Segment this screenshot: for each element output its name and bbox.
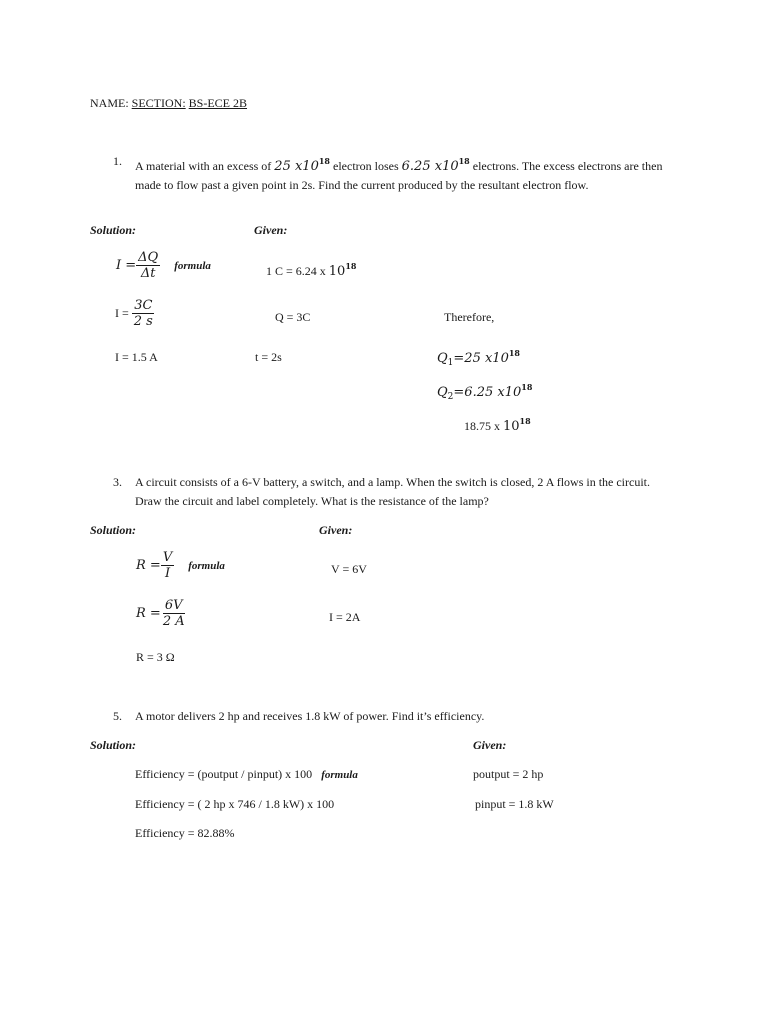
- excess-value: 25 $x10^{18}$: [274, 156, 330, 174]
- problem3-formula: R = $\frac{V}{I}$ formula: [136, 550, 225, 581]
- problem3-question: A circuit consists of a 6-V battery, a switch, and a lamp. When the switch is closed, 2 A flows in the circuit. Draw the circuit and label completely. What is the resistance of the lamp?: [135, 475, 651, 508]
- formula-fraction: $\frac{\Delta Q}{\Delta t}$: [138, 250, 159, 281]
- formula-label: formula: [188, 559, 225, 572]
- problem3-given-current: I = 2A: [329, 610, 361, 624]
- efficiency-result-line: Efficiency = 82.88%: [135, 826, 235, 840]
- formula-label: formula: [174, 259, 211, 272]
- problem1-formula: [116, 250, 211, 281]
- loss-value: 6.25 $x10^{18}$: [401, 156, 470, 174]
- problem1-solution-label: Solution:: [90, 223, 137, 237]
- problem1-given-label: Given:: [254, 223, 288, 237]
- problem5-given-input: pinput = 1.8 kW: [475, 797, 554, 811]
- step2-fraction: $\frac{6V}{2 A}$: [162, 598, 185, 629]
- q1-line: $Q_1=25$ $x10^{18}$: [437, 348, 520, 368]
- problem1-given-coulomb: 1 C = 6.24 x $10^{18}$: [266, 261, 357, 279]
- problem3-result: R = 3 Ω: [136, 650, 175, 664]
- problem3-step2: R = $\frac{6V}{2 A}$: [136, 598, 185, 629]
- problem5-given-output: poutput = 2 hp: [473, 767, 544, 781]
- problem3-given-voltage: V = 6V: [331, 562, 367, 576]
- total-line: 18.75 x $10^{18}$: [464, 416, 531, 434]
- problem1-text-a: A material with an excess of: [135, 159, 272, 173]
- problem1-text-b: electron loses: [333, 159, 399, 173]
- step2-fraction: $\frac{3C}{2 s}$: [133, 298, 153, 329]
- therefore-label: Therefore,: [444, 310, 495, 324]
- problem5-question: A motor delivers 2 hp and receives 1.8 kW of power. Find it’s efficiency.: [135, 709, 485, 723]
- problem1-result: I = 1.5 A: [115, 350, 158, 364]
- problem1-given-time: t = 2s: [255, 350, 282, 364]
- problem3-given-label: Given:: [319, 523, 353, 537]
- problem3-number: 3.: [113, 475, 122, 489]
- problem1-given-charge: Q = 3C: [275, 310, 311, 324]
- formula-fraction: $\frac{V}{I}$: [162, 550, 173, 581]
- formula-label: formula: [321, 769, 358, 781]
- problem5-number: 5.: [113, 709, 122, 723]
- formula-lhs: I =: [116, 258, 137, 273]
- efficiency-formula-line: Efficiency = (poutput / pinput) x 100 formula: [135, 767, 358, 781]
- section-label: SECTION:: [131, 96, 186, 110]
- efficiency-substitution-line: Efficiency = ( 2 hp x 746 / 1.8 kW) x 100: [135, 797, 335, 811]
- problem5-solution-label: Solution:: [90, 738, 137, 752]
- q2-line: $Q_2=6.25$ $x10^{18}$: [437, 382, 533, 402]
- problem1-question: [135, 152, 665, 195]
- name-label: NAME:: [90, 96, 129, 110]
- problem5-given-label: Given:: [473, 738, 507, 752]
- problem3-solution-label: Solution:: [90, 523, 137, 537]
- section-value: BS-ECE 2B: [188, 96, 248, 110]
- problem1-number: 1.: [113, 154, 122, 168]
- problem1-step2: I = $\frac{3C}{2 s}$: [115, 298, 153, 329]
- problem1-text-c: electrons. The excess electrons are then made to flow past a given point in 2s. Find the current produced by the resultant electron flow.: [135, 159, 663, 192]
- header-line: [90, 96, 247, 111]
